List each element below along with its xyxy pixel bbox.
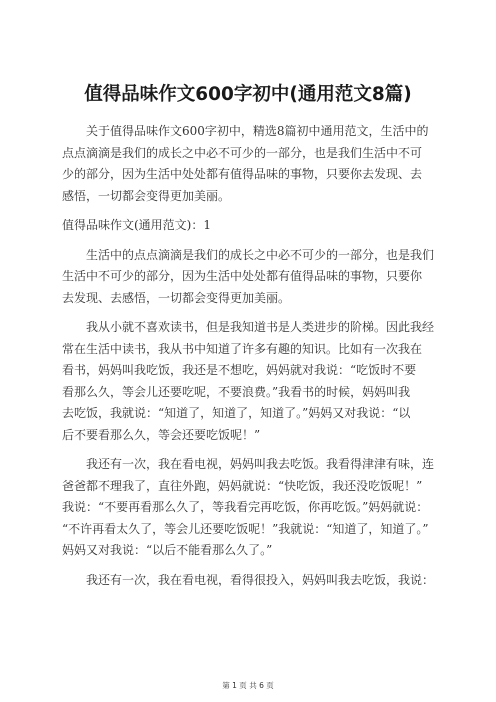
text-line: 关于值得品味作文600字初中，精选8篇初中通用范文，生活中的 [86,124,429,138]
text-line: 去发现、去感悟，一切都会变得更加美丽。 [62,290,291,305]
document-title: 值得品味作文600字初中(通用范文8篇) [84,84,412,105]
paragraph [62,215,434,237]
text-line: 点点滴滴是我们的成长之中必不可少的一部分，也是我们生活中不可 [62,145,423,160]
paragraph-gap [62,446,434,454]
text-line: 去吃饭，我就说：“知道了，知道了，知道了。”妈妈又对我说：“以 [62,406,411,420]
text-line: 我从小就不喜欢读书，但是我知道书是人类进步的阶梯。因此我经 [86,320,435,334]
text-line: 我还有一次，我在看电视，妈妈叫我去吃饭。我看得津津有味，连 [86,457,435,471]
paragraph-gap [62,562,434,570]
paragraph [62,245,434,310]
paragraph [62,121,434,207]
paragraph [62,570,434,592]
document-body [62,121,434,591]
paragraph-gap [62,309,434,317]
text-line: 感悟，一切都会变得更加美丽。 [62,188,231,203]
paragraph-gap [62,237,434,245]
text-line: 生活中不可少的部分，因为生活中处处都有值得品味的事物，只要你 [62,269,423,283]
text-line: 生活中的点点滴滴是我们的成长之中必不可少的一部分，也是我们 [86,247,435,262]
paragraph [62,317,434,446]
text-line: “不许再看太久了，等会儿还要吃饭呢！”我就说：“知道了，知道了。” [62,521,429,536]
text-line: 后不要看那么久，等会还要吃饭呢！” [62,427,261,442]
text-line: 值得品味作文(通用范文)：1 [62,218,211,232]
text-line: 我说：“不要再看那么久了，等我看完再吃饭，你再吃饭。”妈妈就说： [62,500,429,514]
paragraph-gap [62,207,434,215]
text-line: 看书，妈妈叫我吃饭，我还是不想吃，妈妈就对我说：“吃饭时不要 [62,363,417,377]
text-line: 少的部分，因为生活中处处都有值得品味的事物，只要你去发现、去 [62,167,423,181]
paragraph [62,454,434,562]
text-line: 妈妈又对我说：“以后不能看那么久了。” [62,543,273,557]
text-line: 我还有一次，我在看电视，看得很投入，妈妈叫我去吃饭，我说： [86,572,435,587]
text-line: 爸爸都不理我了，直往外跑，妈妈就说：“快吃饭，我还没吃饭呢！” [62,478,423,493]
page-footer: 第 1 页 共 6 页 [222,681,274,690]
text-line: 看那么久，等会儿还要吃呢，不要浪费。”我看书的时候，妈妈叫我 [62,384,411,399]
text-line: 常在生活中读书，我从书中知道了许多有趣的知识。比如有一次我在 [62,341,423,356]
